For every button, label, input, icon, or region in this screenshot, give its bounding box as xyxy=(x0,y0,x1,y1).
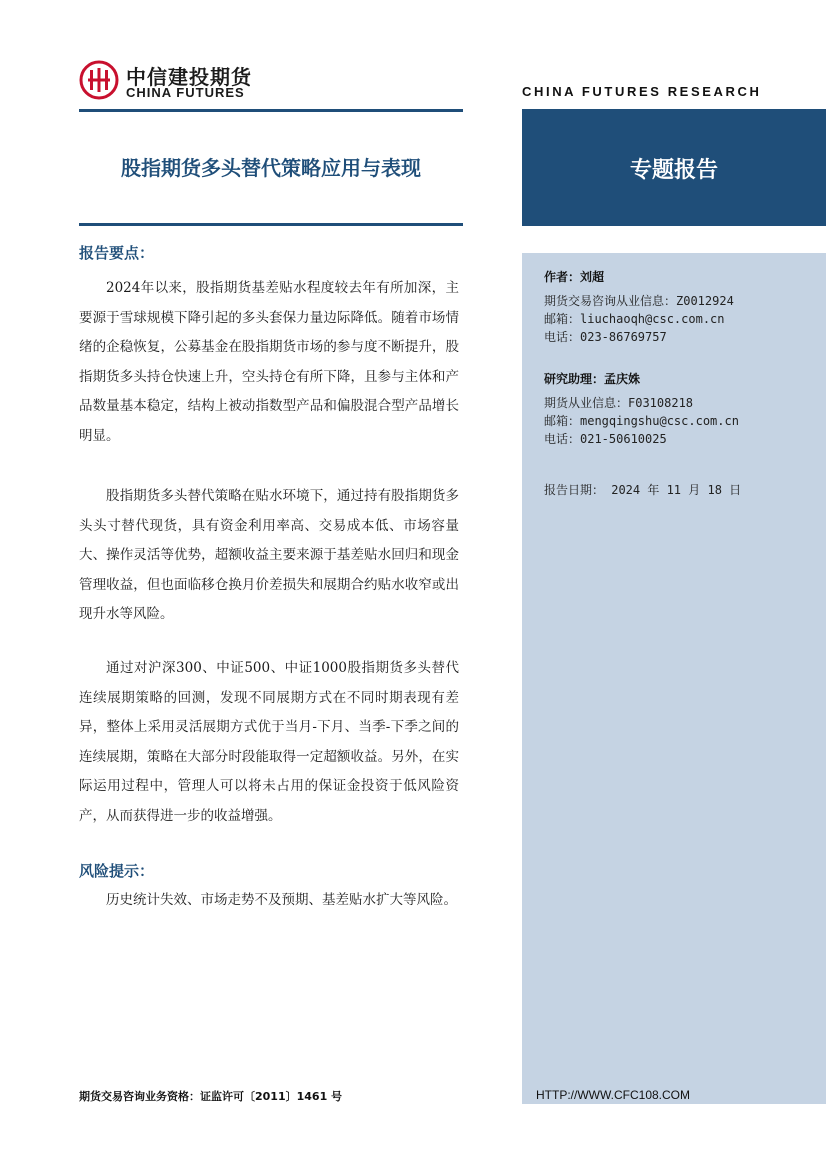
assistant-license: 期货从业信息：F03108218 xyxy=(544,396,694,410)
series-title: CHINA FUTURES RESEARCH xyxy=(522,84,762,99)
report-title: 股指期货多头替代策略应用与表现 xyxy=(121,156,421,180)
report-date: 报告日期： 2024 年 11 月 18 日 xyxy=(544,483,742,497)
footer-license: 期货交易咨询业务资格：证监许可〔2011〕1461 号 xyxy=(79,1090,343,1103)
summary-text-3: 通过对沪深300、中证500、中证1000股指期货多头替代连续展期策略的回测，发现不同展期方式在不同时期表现有差异，整体上采用灵活展期方式优于当月-下月、当季-下季之间的连续展期，策略在大部分时段能取得一定超额收益。另外，在实际运用过程中，管理人可以将未占用的保证金投资于低风险资产，从而获得进一步的收益增强。 xyxy=(79,660,459,824)
risk-paragraph xyxy=(79,886,459,916)
author-name: 作者：刘超 xyxy=(544,270,605,284)
report-type-banner xyxy=(522,109,826,226)
citic-logo-icon xyxy=(79,60,119,100)
title-bottom-rule xyxy=(79,223,463,226)
risk-text: 历史统计失效、市场走势不及预期、基差贴水扩大等风险。 xyxy=(106,892,457,908)
summary-paragraph-1 xyxy=(79,274,459,451)
summary-paragraph-3 xyxy=(79,654,459,831)
risk-heading: 风险提示： xyxy=(79,862,155,880)
summary-text-1: 2024年以来，股指期货基差贴水程度较去年有所加深，主要源于雪球规模下降引起的多头套保力量边际降低。随着市场情绪的企稳恢复，公募基金在股指期货市场的参与度不断提升，股指期货多头持仓快速上升，空头持仓有所下降，且参与主体和产品数量基本稳定，结构上被动指数型产品和偏股混合型产品增长明显。 xyxy=(79,280,459,444)
footer-url-link[interactable]: HTTP://WWW.CFC108.COM xyxy=(536,1088,690,1102)
author-license: 期货交易咨询从业信息：Z0012924 xyxy=(544,294,734,308)
logo-english-name: CHINA FUTURES xyxy=(126,85,245,100)
author-phone: 电话：023-86769757 xyxy=(544,330,667,344)
author-email[interactable]: 邮箱：liuchaoqh@csc.com.cn xyxy=(544,312,725,326)
author-block xyxy=(544,268,734,346)
summary-heading: 报告要点： xyxy=(79,244,155,262)
title-top-rule xyxy=(79,109,463,112)
assistant-phone: 电话：021-50610025 xyxy=(544,432,667,446)
assistant-email[interactable]: 邮箱：mengqingshu@csc.com.cn xyxy=(544,414,739,428)
summary-text-2: 股指期货多头替代策略在贴水环境下，通过持有股指期货多头头寸替代现货，具有资金利用率高、交易成本低、市场容量大、操作灵活等优势，超额收益主要来源于基差贴水回归和现金管理收益，但也面临移仓换月价差损失和展期合约贴水收窄或出现升水等风险。 xyxy=(79,488,459,622)
report-type-label: 专题报告 xyxy=(629,158,718,183)
logo-chinese-name: 中信建投期货 xyxy=(126,65,252,89)
company-logo xyxy=(79,60,269,104)
assistant-name: 研究助理：孟庆姝 xyxy=(544,372,641,386)
summary-paragraph-2 xyxy=(79,482,459,630)
assistant-block xyxy=(544,370,739,448)
